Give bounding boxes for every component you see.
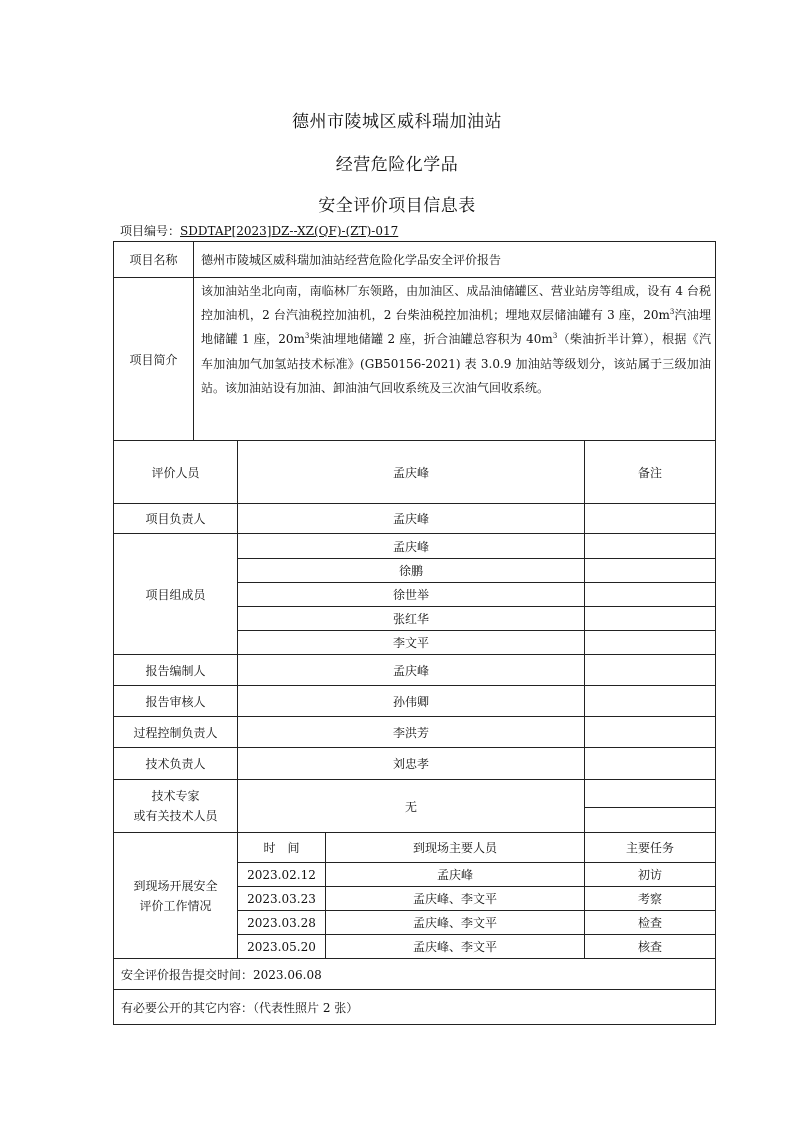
personnel-table (113, 440, 716, 1025)
submit-time-row (114, 959, 716, 990)
header-name: 孟庆峰 (238, 441, 585, 504)
team-row: 徐鹏 (114, 559, 716, 583)
personnel-header-row (114, 441, 716, 504)
header-note: 备注 (585, 441, 716, 504)
project-lead-row: 项目负责人 孟庆峰 (114, 504, 716, 534)
project-code-label: 项目编号： (120, 224, 181, 238)
tech-experts-row (114, 780, 716, 808)
tech-lead-row: 技术负责人 刘忠孝 (114, 748, 716, 780)
project-info-table (113, 241, 716, 441)
project-intro-text: 该加油站坐北向南，南临林厂东领路，由加油区、成品油储罐区、营业站房等组成，设有 4 台税控加油机，2 台汽油税控加油机，2 台柴油税控加油机；埋地双层储油罐有 3 座，$20m^3$汽油埋地储罐 1 座，$20m^3$柴油埋地储罐 2 座，折合油罐总容积为 $40m^3$（柴油折半计算），根据《汽车加油加气加氢站技术标准》(GB50156-2021) 表 3.0.9 加油站等级划分，该站属于三级加油站。该加油站设有加油、卸油油气回收系统及三次油气回收系统。 (194, 278, 716, 441)
site-work-row: 2023.03.28 孟庆峰、李文平 检查 (114, 911, 716, 935)
project-name-value: 德州市陵城区威科瑞加油站经营危险化学品安全评价报告 (194, 242, 716, 278)
tech-experts-value: 无 (238, 780, 585, 833)
site-work-row: 2023.03.23 孟庆峰、李文平 考察 (114, 887, 716, 911)
report-reviewer-row: 报告审核人 孙伟卿 (114, 686, 716, 717)
report-author-row: 报告编制人 孟庆峰 (114, 655, 716, 686)
project-code-value: SDDTAP[2023]DZ--XZ(QF)-(ZT)-017 (180, 224, 399, 238)
team-row: 李文平 (114, 631, 716, 655)
process-control-row: 过程控制负责人 李洪芳 (114, 717, 716, 748)
project-name-label: 项目名称 (114, 242, 194, 278)
site-work-header-row (114, 833, 716, 863)
project-name-row (114, 242, 716, 278)
team-row: 徐世举 (114, 583, 716, 607)
document-title-line1: 德州市陵城区威科瑞加油站 (292, 112, 502, 132)
header-role: 评价人员 (114, 441, 238, 504)
site-work-label: 到现场开展安全 评价工作情况 (114, 833, 238, 959)
team-row: 张红华 (114, 607, 716, 631)
document-title-line2: 经营危险化学品 (335, 155, 459, 175)
header-time: 时 间 (238, 833, 326, 863)
project-intro-row (114, 278, 716, 441)
tech-experts-label: 技术专家 或有关技术人员 (114, 780, 238, 833)
header-people: 到现场主要人员 (326, 833, 585, 863)
site-work-row: 2023.02.12 孟庆峰 初访 (114, 863, 716, 887)
team-row: 项目组成员 孟庆峰 (114, 534, 716, 559)
team-label: 项目组成员 (114, 534, 238, 655)
header-task: 主要任务 (585, 833, 716, 863)
site-work-row: 2023.05.20 孟庆峰、李文平 核查 (114, 935, 716, 959)
other-disclosure: 有必要公开的其它内容：（代表性照片 2 张） (114, 990, 716, 1025)
project-code (120, 222, 398, 239)
other-disclosure-row (114, 990, 716, 1025)
submit-time: 安全评价报告提交时间：2023.06.08 (114, 959, 716, 990)
project-intro-label: 项目简介 (114, 278, 194, 441)
document-title-line3: 安全评价项目信息表 (318, 196, 476, 216)
